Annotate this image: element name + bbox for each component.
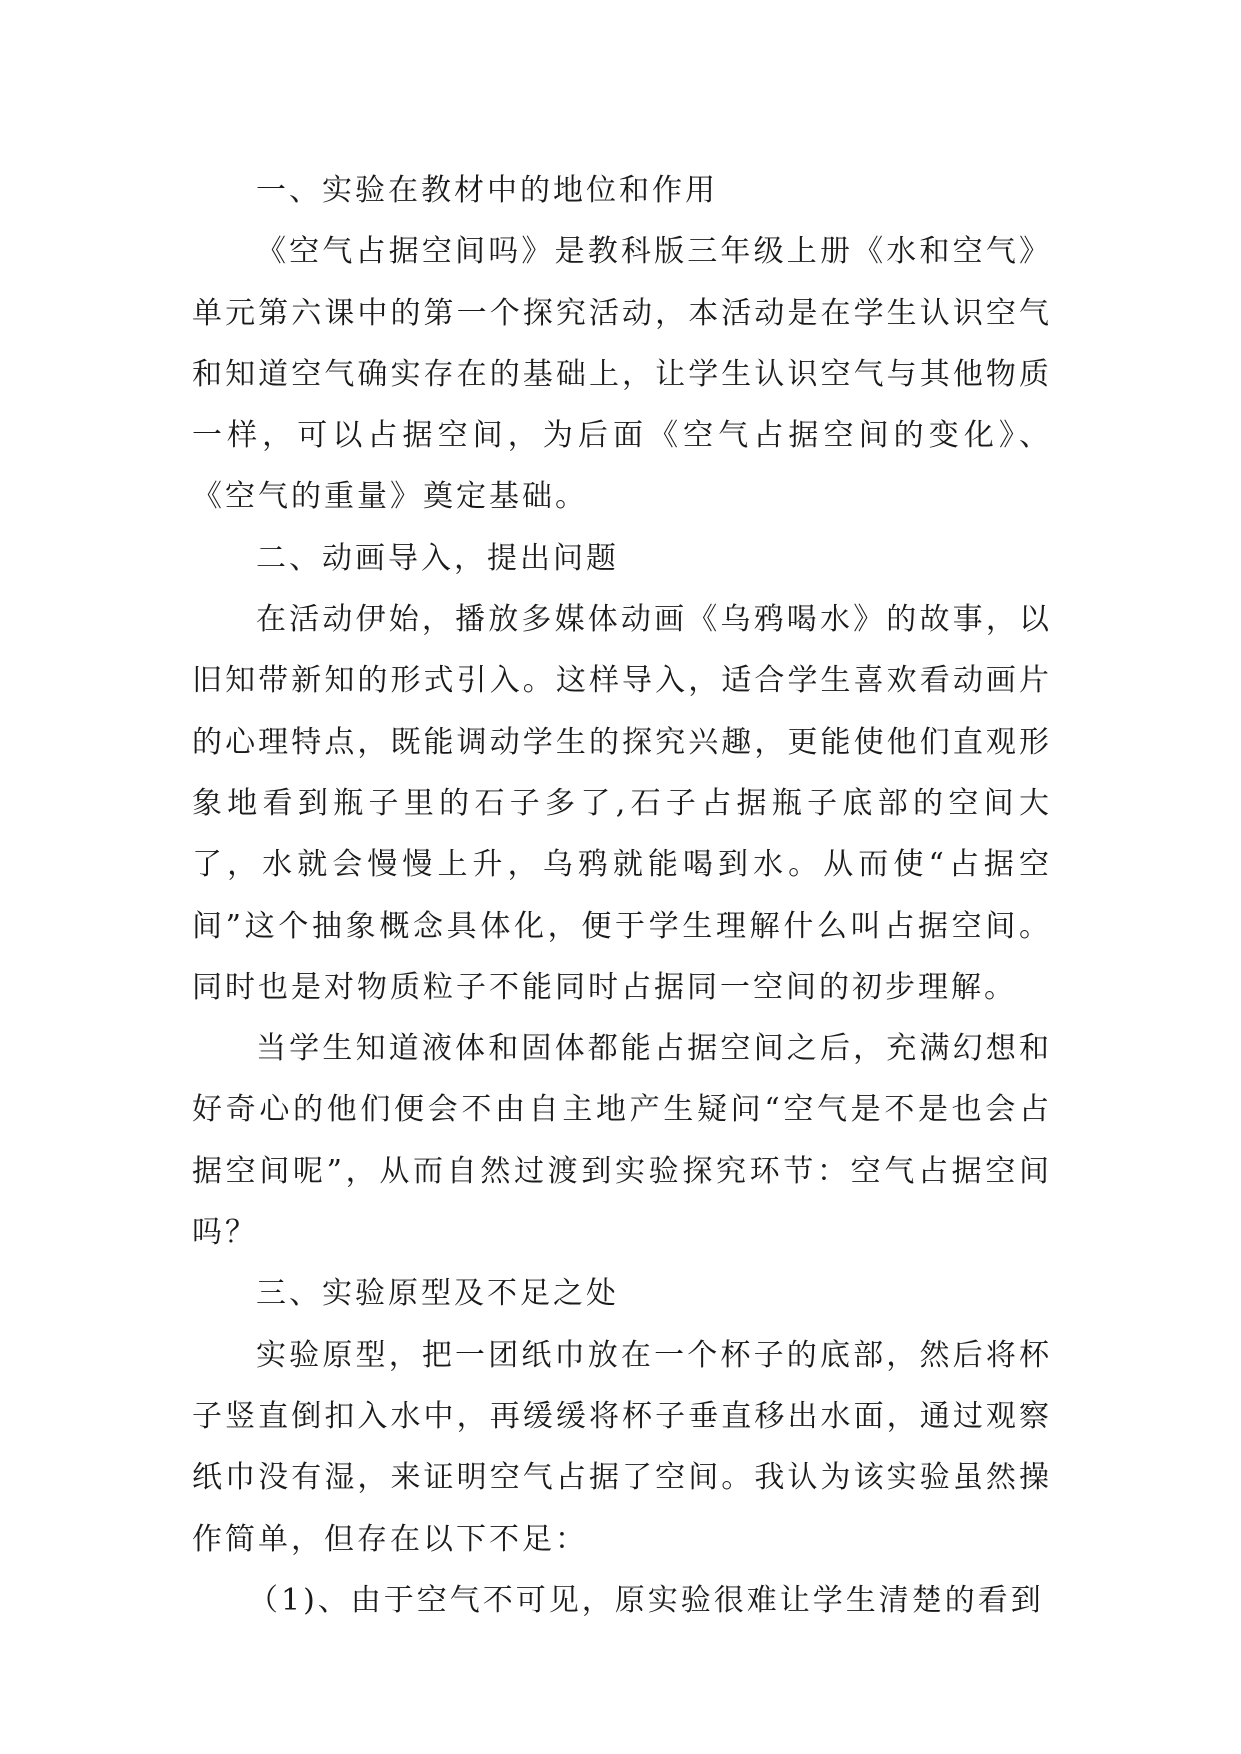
document-body [192, 160, 1052, 1631]
paragraph-4: 实验原型，把一团纸巾放在一个杯子的底部，然后将杯子竖直倒扣入水中，再缓缓将杯子垂直移出水面，通过观察纸巾没有湿，来证明空气占据了空间。我认为该实验虽然操作简单，但存在以下不足： [192, 1337, 1052, 1557]
list-item-1: （1)、由于空气不可见，原实验很难让学生清楚的看到 [248, 1582, 1044, 1618]
section-heading-2: 二、动画导入，提出问题 [256, 540, 619, 576]
section-heading-3: 三、实验原型及不足之处 [256, 1276, 619, 1312]
paragraph-2: 在活动伊始，播放多媒体动画《乌鸦喝水》的故事，以旧知带新知的形式引入。这样导入，适合学生喜欢看动画片的心理特点，既能调动学生的探究兴趣，更能使他们直观形象地看到瓶子里的石子多了,石子占据瓶子底部的空间大了，水就会慢慢上升，乌鸦就能喝到水。从而使“占据空间”这个抽象概念具体化，便于学生理解什么叫占据空间。同时也是对物质粒子不能同时占据同一空间的初步理解。 [192, 602, 1052, 1005]
section-heading-1: 一、实验在教材中的地位和作用 [256, 173, 718, 208]
paragraph-3: 当学生知道液体和固体都能占据空间之后，充满幻想和好奇心的他们便会不由自主地产生疑问“空气是不是也会占据空间呢”，从而自然过渡到实验探究环节：空气占据空间吗？ [192, 1031, 1052, 1251]
paragraph-1: 《空气占据空间吗》是教科版三年级上册《水和空气》单元第六课中的第一个探究活动，本活动是在学生认识空气和知道空气确实存在的基础上，让学生认识空气与其他物质一样，可以占据空间，为后面《空气占据空间的变化》、《空气的重量》奠定基础。 [192, 234, 1052, 515]
